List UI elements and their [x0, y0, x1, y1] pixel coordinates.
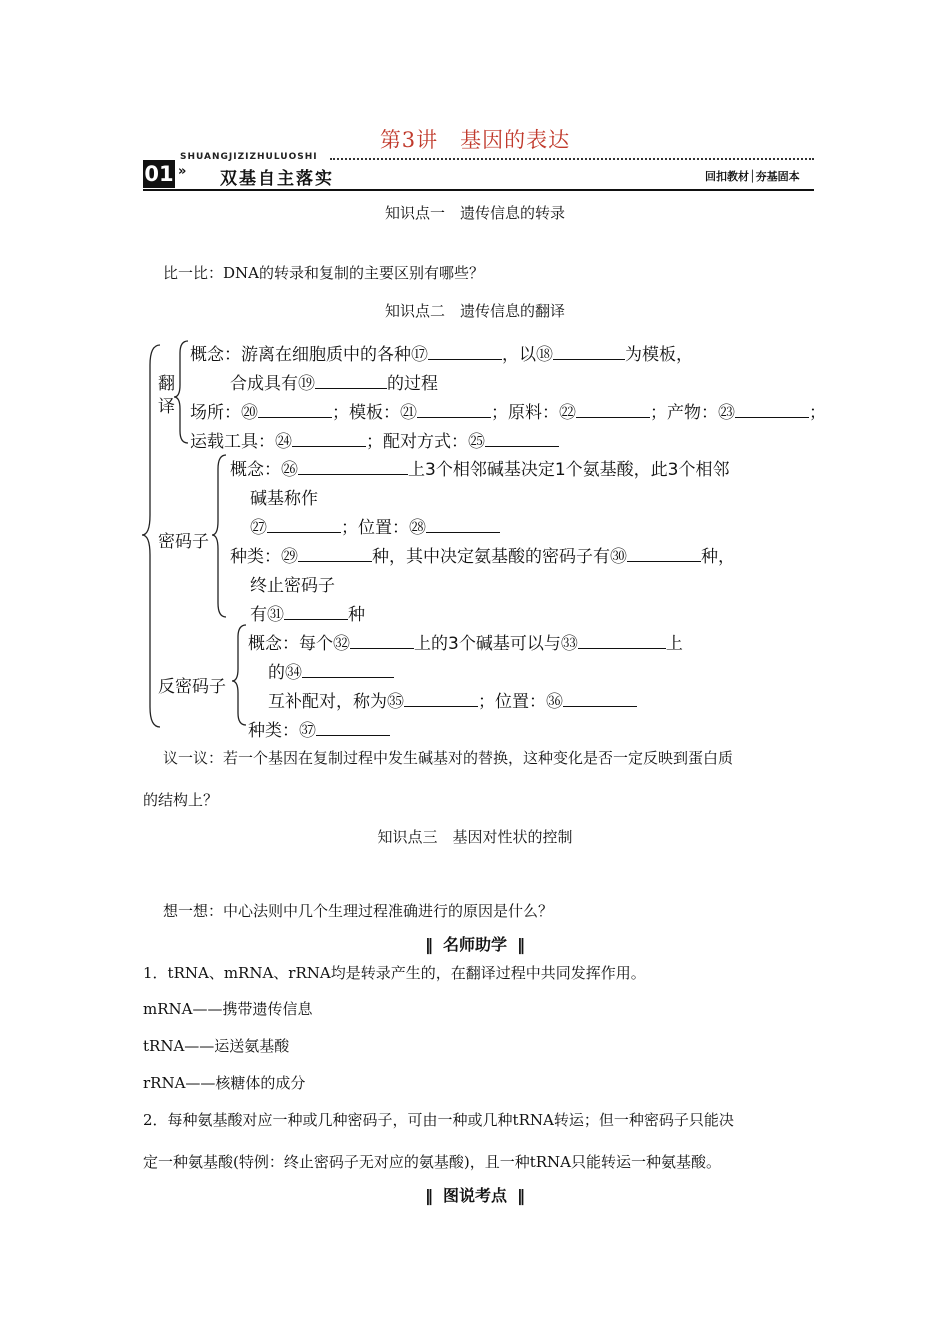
- mimazi-position-label: ；位置：: [341, 518, 409, 538]
- mimazi-line-4: [230, 542, 735, 567]
- fanmimazi-line-2: [268, 658, 394, 683]
- blank-number-26: ㉖: [281, 460, 298, 480]
- mimazi-line-5: 终止密码子: [250, 576, 335, 596]
- fanmimazi-brace: [232, 625, 246, 725]
- heading-bar-left: ‖: [424, 1186, 433, 1205]
- banner-tagline: 回扣教材│夯基固本: [705, 170, 800, 183]
- mingshi-heading-text: 名师助学: [442, 935, 507, 954]
- blank-number-36: ㊱: [546, 692, 563, 712]
- blank-26[interactable]: [298, 458, 408, 475]
- blank-number-31: ㉛: [267, 605, 284, 625]
- kp1-heading: 知识点一 遗传信息的转录: [384, 204, 565, 222]
- fanyi-template-label: ；模板：: [332, 403, 400, 423]
- blank-19[interactable]: [315, 372, 387, 389]
- fanyi-concept-text-5: 的过程: [387, 374, 438, 394]
- blank-number-19: ⑲: [298, 374, 315, 394]
- mingshi-point-2-line-1: 2．每种氨基酸对应一种或几种密码子，可由一种或几种tRNA转运；但一种密码子只能决: [143, 1111, 734, 1129]
- mimazi-stop-end: 种: [348, 605, 365, 625]
- fanmimazi-kinds-label: 种类：: [248, 721, 299, 741]
- mimazi-concept-text: 上3个相邻碱基决定1个氨基酸，此3个相邻: [408, 460, 730, 480]
- fanyi-site-label: 场所：: [190, 403, 241, 423]
- discuss-question-line-2: 的结构上？: [143, 791, 219, 809]
- tushuo-heading-text: 图说考点: [442, 1186, 507, 1205]
- mimazi-kinds-end: 种，: [701, 547, 735, 567]
- blank-35[interactable]: [404, 690, 478, 707]
- kp3-heading: 知识点三 基因对性状的控制: [377, 828, 573, 846]
- mimazi-line-3: [250, 513, 500, 538]
- fanmimazi-line-1: [248, 629, 683, 654]
- banner-dotted-divider: [330, 158, 814, 160]
- fanyi-line-3: [190, 398, 826, 423]
- compare-question: 比一比：DNA的转录和复制的主要区别有哪些？: [163, 264, 484, 282]
- fanyi-concept-text-3: 为模板，: [625, 345, 693, 365]
- fanyi-concept-text: 概念：游离在细胞质中的各种: [190, 345, 411, 365]
- blank-number-29: ㉙: [281, 547, 298, 567]
- blank-29[interactable]: [298, 545, 372, 562]
- mingshi-mrna: mRNA——携带遗传信息: [143, 1000, 313, 1018]
- mimazi-concept-label: 概念：: [230, 460, 281, 480]
- blank-number-23: ㉓: [718, 403, 735, 423]
- blank-number-32: ㉜: [333, 634, 350, 654]
- blank-number-18: ⑱: [536, 345, 553, 365]
- blank-number-30: ㉚: [610, 547, 627, 567]
- mimazi-label: 密码子: [158, 532, 209, 552]
- blank-23[interactable]: [735, 401, 809, 418]
- fanyi-label: 翻译: [158, 374, 175, 417]
- fanyi-line-4: [190, 427, 559, 452]
- fanmimazi-concept-text-2: 上的3个碱基可以与: [414, 634, 561, 654]
- mimazi-brace: [212, 455, 226, 617]
- blank-number-35: ㉟: [387, 692, 404, 712]
- fanmimazi-line-4: [248, 716, 390, 741]
- blank-number-28: ㉘: [409, 518, 426, 538]
- fanmimazi-label: 反密码子: [158, 677, 226, 697]
- fanyi-pairing-label: ；配对方式：: [366, 432, 468, 452]
- fanyi-product-label: ；产物：: [650, 403, 718, 423]
- blank-number-24: ㉔: [275, 432, 292, 452]
- fanyi-line-2: [230, 369, 438, 394]
- blank-37[interactable]: [316, 719, 390, 736]
- fanmimazi-concept-text-3: 上: [665, 634, 683, 654]
- fanmimazi-position-label: ；位置：: [478, 692, 546, 712]
- fanmimazi-concept-text-4: 的: [268, 663, 285, 683]
- blank-34[interactable]: [302, 661, 394, 678]
- fanyi-carrier-label: 运载工具：: [190, 432, 275, 452]
- blank-20[interactable]: [258, 401, 332, 418]
- blank-28[interactable]: [426, 516, 500, 533]
- blank-17[interactable]: [428, 343, 502, 360]
- fanmimazi-line-3: [268, 687, 637, 712]
- think-question: 想一想：中心法则中几个生理过程准确进行的原因是什么？: [163, 902, 554, 920]
- fanmimazi-concept-text: 概念：每个: [248, 634, 333, 654]
- blank-36[interactable]: [563, 690, 637, 707]
- blank-32[interactable]: [350, 632, 414, 649]
- heading-bar-right: ‖: [517, 935, 525, 954]
- blank-25[interactable]: [485, 430, 559, 447]
- banner-heading: 双基自主落实: [220, 169, 334, 189]
- discuss-question-line-1: 议一议：若一个基因在复制过程中发生碱基对的替换，这种变化是否一定反映到蛋白质: [163, 749, 734, 767]
- mimazi-kinds-label: 种类：: [230, 547, 281, 567]
- blank-number-25: ㉕: [468, 432, 485, 452]
- banner-arrow-icon: »: [178, 164, 187, 179]
- blank-number-27: ㉗: [250, 518, 267, 538]
- fanmimazi-pairing-text: 互补配对，称为: [268, 692, 387, 712]
- blank-31[interactable]: [284, 603, 348, 620]
- fanyi-concept-text-4: 合成具有: [230, 374, 298, 394]
- blank-number-20: ⑳: [241, 403, 258, 423]
- heading-bar-right: ‖: [517, 1186, 525, 1205]
- mingshi-point-2-line-2: 定一种氨基酸(特例：终止密码子无对应的氨基酸)，且一种tRNA只能转运一种氨基酸。: [143, 1153, 721, 1171]
- fanyi-material-label: ；原料：: [491, 403, 559, 423]
- page-title: 第3讲 基因的表达: [379, 128, 571, 152]
- blank-number-34: ㉞: [285, 663, 302, 683]
- mimazi-line-6: [250, 600, 365, 625]
- blank-number-17: ⑰: [411, 345, 428, 365]
- blank-21[interactable]: [417, 401, 491, 418]
- mingshi-point-1: 1．tRNA、mRNA、rRNA均是转录产生的，在翻译过程中共同发挥作用。: [143, 964, 646, 982]
- mingshi-section-heading: [0, 932, 950, 955]
- blank-30[interactable]: [627, 545, 701, 562]
- blank-27[interactable]: [267, 516, 341, 533]
- fanyi-concept-text-2: ，以: [502, 345, 536, 365]
- tushuo-section-heading: [0, 1183, 950, 1206]
- banner-pinyin: SHUANGJIZIZHULUOSHI: [180, 152, 318, 162]
- blank-18[interactable]: [553, 343, 625, 360]
- blank-number-22: ㉒: [559, 403, 576, 423]
- blank-number-37: ㊲: [299, 721, 316, 741]
- mimazi-kinds-text: 种，其中决定氨基酸的密码子有: [372, 547, 610, 567]
- mingshi-trna: tRNA——运送氨基酸: [143, 1037, 290, 1055]
- kp2-heading: 知识点二 遗传信息的翻译: [384, 302, 565, 320]
- blank-33[interactable]: [578, 632, 666, 649]
- blank-number-21: ㉑: [400, 403, 417, 423]
- mimazi-stop-text: 有: [250, 605, 267, 625]
- fanyi-line-1: [190, 340, 693, 365]
- banner-number: 01: [144, 162, 174, 186]
- fanyi-line-end: ；: [809, 403, 826, 423]
- blank-22[interactable]: [576, 401, 650, 418]
- banner-divider: [143, 189, 814, 191]
- mingshi-rrna: rRNA——核糖体的成分: [143, 1074, 306, 1092]
- blank-24[interactable]: [292, 430, 366, 447]
- mimazi-line-2: 碱基称作: [250, 489, 318, 509]
- blank-number-33: ㉝: [560, 634, 578, 654]
- mimazi-line-1: [230, 455, 729, 480]
- heading-bar-left: ‖: [424, 935, 433, 954]
